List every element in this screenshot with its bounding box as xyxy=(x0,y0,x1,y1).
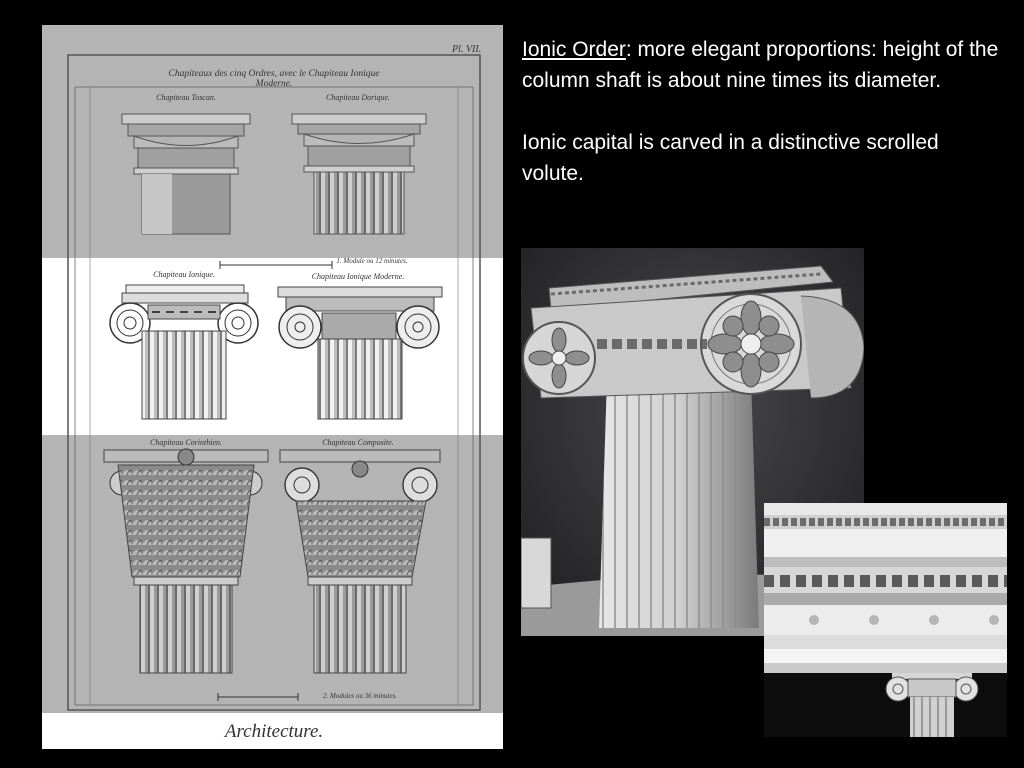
entablature-photo xyxy=(764,503,1007,737)
scale-lower: 2. Modules ou 36 minutes. xyxy=(323,692,397,700)
label-corinthian: Chapiteau Corinthien. xyxy=(150,438,222,447)
scale-upper: 1. Module ou 12 minutes. xyxy=(336,257,408,265)
engraving-plate xyxy=(42,25,503,749)
entablature-photo-drawing xyxy=(764,503,1007,737)
label-ionic: Chapiteau Ionique. xyxy=(153,270,215,279)
ionic-capital-paragraph: Ionic capital is carved in a distinctive scrolled volute. xyxy=(522,131,939,185)
ionic-order-description: : more elegant proportions: height of the column shaft is about nine times its diameter. xyxy=(522,38,999,92)
plate-number: Pl. VII. xyxy=(452,44,482,55)
label-doric: Chapiteau Dorique. xyxy=(326,93,390,102)
modern-ionic-capital xyxy=(278,287,442,419)
label-composite: Chapiteau Composite. xyxy=(322,438,394,447)
ionic-capital xyxy=(110,285,258,419)
plate-title: Chapiteaux des cinq Ordres, avec le Chapiteau Ionique xyxy=(168,69,380,79)
plate-caption: Architecture. xyxy=(224,721,324,742)
label-tuscan: Chapiteau Toscan. xyxy=(156,93,216,102)
ionic-order-paragraph xyxy=(522,34,1002,96)
engraving-drawing xyxy=(42,25,503,749)
plate-title-line2: Moderne. xyxy=(255,79,293,89)
ionic-order-term: Ionic Order xyxy=(522,38,626,61)
slide-text xyxy=(522,34,1002,189)
label-modern-ionic: Chapiteau Ionique Moderne. xyxy=(311,272,405,281)
